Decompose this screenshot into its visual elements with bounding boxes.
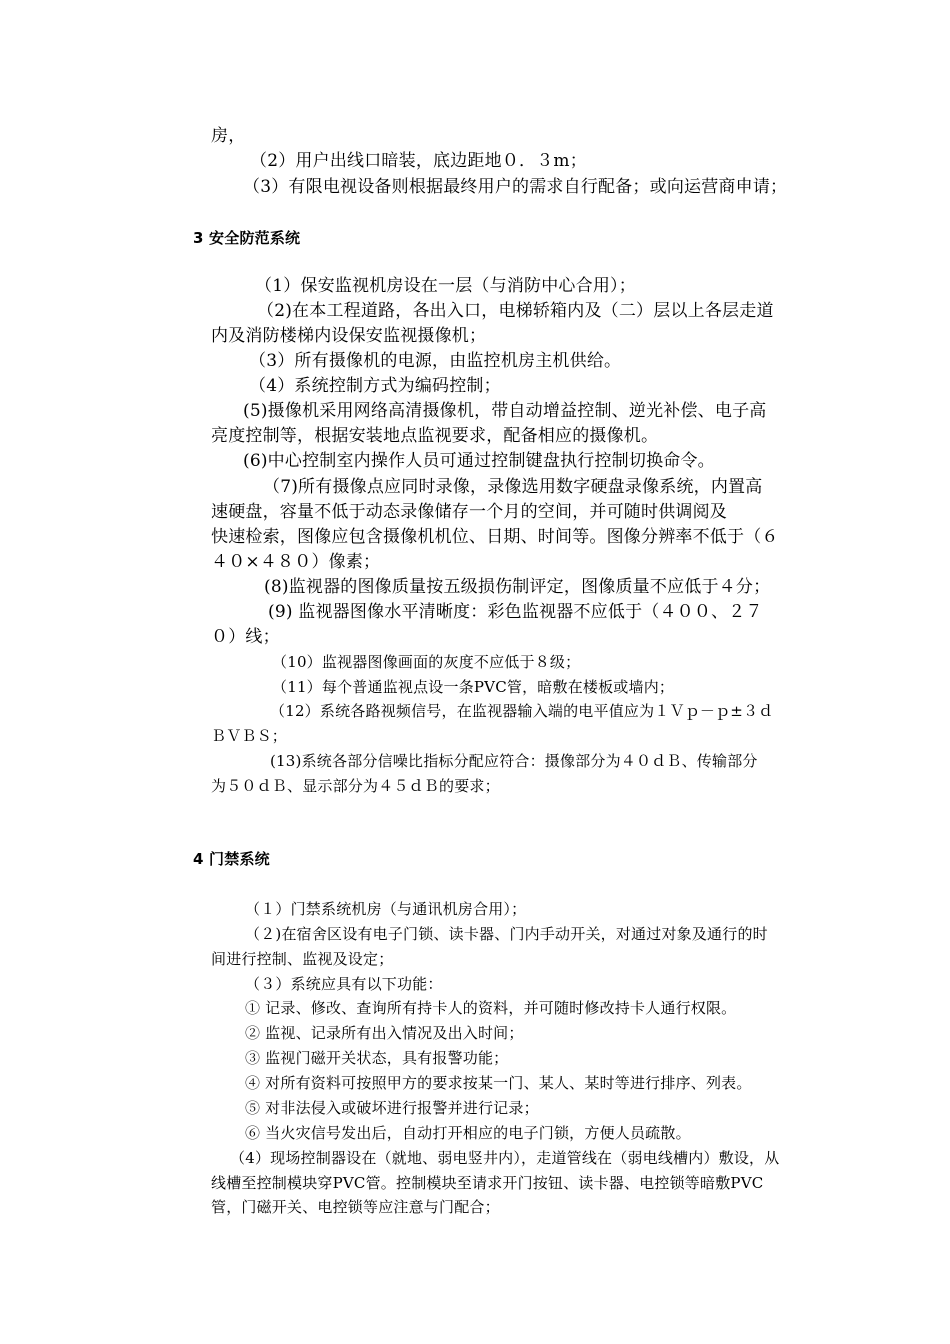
access-line: 线槽至控制模块穿PVC管。控制模块至请求开门按钮、读卡器、电控锁等暗敷PVC	[211, 1174, 764, 1192]
security-line: 为５０ｄＢ、显示部分为４５ｄＢ的要求；	[211, 777, 500, 795]
security-line: (6)中心控制室内操作人员可通过控制键盘执行控制切换命令。	[243, 451, 715, 471]
section-heading-access-control: 4 门禁系统	[193, 850, 270, 868]
access-line: ⑤ 对非法侵入或破坏进行报警并进行记录；	[245, 1099, 539, 1117]
security-line: （1）保安监视机房设在一层（与消防中心合用）；	[255, 276, 636, 296]
security-line: （7)所有摄像点应同时录像，录像选用数字硬盘录像系统，内置高	[263, 477, 763, 497]
security-line: ＢＶＢＳ；	[211, 727, 288, 745]
access-line: ④ 对所有资料可按照甲方的要求按某一门、某人、某时等进行排序、列表。	[245, 1074, 752, 1092]
continuation-line: （2）用户出线口暗装，底边距地０．３m；	[250, 151, 587, 171]
security-line: (13)系统各部分信噪比指标分配应符合：摄像部分为４０ｄＢ、传输部分	[270, 752, 758, 770]
security-line: ０）线；	[211, 627, 280, 647]
security-line: (9) 监视器图像水平清晰度：彩色监视器不应低于（４００、２７	[268, 602, 763, 622]
security-line: (5)摄像机采用网络高清摄像机，带自动增益控制、逆光补偿、电子高	[243, 401, 767, 421]
access-line: （4）现场控制器设在（就地、弱电竖井内），走道管线在（弱电线槽内）敷设，从	[230, 1149, 780, 1167]
security-line: 内及消防楼梯内设保安监视摄像机；	[211, 326, 487, 346]
security-line: （11）每个普通监视点设一条PVC管，暗敷在楼板或墙内；	[272, 678, 675, 696]
security-line: （10）监视器图像画面的灰度不应低于８级；	[272, 653, 581, 671]
access-line: （３）系统应具有以下功能：	[245, 975, 443, 993]
security-line: （2)在本工程道路，各出入口，电梯轿箱内及（二）层以上各层走道	[257, 301, 774, 321]
access-line: ① 记录、修改、查询所有持卡人的资料，并可随时修改持卡人通行权限。	[245, 999, 737, 1017]
continuation-line: （3）有限电视设备则根据最终用户的需求自行配备；或向运营商申请；	[243, 177, 788, 197]
security-line: (8)监视器的图像质量按五级损伤制评定，图像质量不应低于４分；	[264, 577, 771, 597]
access-line: ⑥ 当火灾信号发出后，自动打开相应的电子门锁，方便人员疏散。	[245, 1124, 691, 1142]
security-line: 速硬盘，容量不低于动态录像储存一个月的空间，并可随时供调阅及	[211, 502, 727, 522]
security-line: （3）所有摄像机的电源，由监控机房主机供给。	[249, 351, 622, 371]
access-line: ② 监视、记录所有出入情况及出入时间；	[245, 1024, 524, 1042]
continuation-line: 房，	[211, 126, 246, 146]
access-line: （１）门禁系统机房（与通讯机房合用）；	[245, 900, 527, 918]
security-line: 快速检索，图像应包含摄像机机位、日期、时间等。图像分辨率不低于（６	[211, 527, 779, 547]
security-line: （4）系统控制方式为编码控制；	[249, 376, 501, 396]
access-line: （２)在宿舍区设有电子门锁、读卡器、门内手动开关，对通过对象及通行的时	[245, 925, 768, 943]
access-line: ③ 监视门磁开关状态，具有报警功能；	[245, 1049, 509, 1067]
security-line: 亮度控制等，根据安装地点监视要求，配备相应的摄像机。	[211, 426, 659, 446]
security-line: ４０×４８０）像素；	[211, 552, 381, 572]
security-line: （12）系统各路视频信号，在监视器输入端的电平值应为１Ｖｐ－ｐ±３ｄ	[270, 702, 774, 720]
access-line: 间进行控制、监视及设定；	[211, 950, 394, 968]
section-heading-security: 3 安全防范系统	[193, 229, 301, 247]
access-line: 管，门磁开关、电控锁等应注意与门配合；	[211, 1198, 500, 1216]
